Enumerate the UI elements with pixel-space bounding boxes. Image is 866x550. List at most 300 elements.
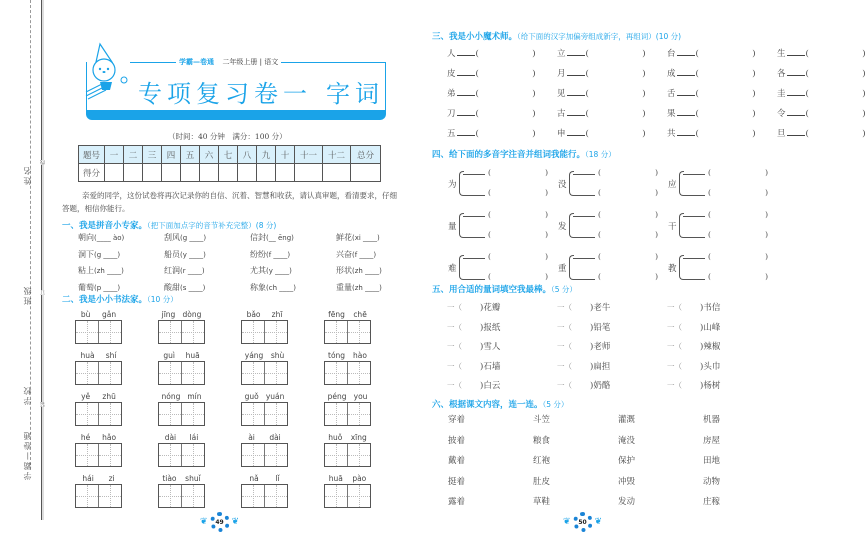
match-word[interactable]: 挺着 — [448, 476, 466, 487]
score-cell[interactable] — [143, 164, 162, 182]
pinyin-syllable: you — [353, 392, 368, 401]
new-char-blank[interactable] — [457, 55, 475, 56]
score-cell[interactable] — [181, 164, 200, 182]
polyphone-item — [668, 168, 778, 198]
measure-noun: 花瓣 — [483, 303, 501, 313]
measure-noun: 辣椒 — [703, 342, 721, 352]
tianzi-square[interactable] — [182, 403, 204, 425]
tianzi-square[interactable] — [159, 362, 182, 384]
tianzi-box[interactable] — [158, 402, 205, 426]
pinyin-blank[interactable]: (__ ēng) — [266, 234, 294, 242]
pinyin-blank[interactable]: (f ____) — [266, 250, 291, 259]
word-blank[interactable]: ( ) — [805, 49, 866, 59]
score-column-header: 八 — [238, 146, 257, 164]
word-blank-1[interactable]: ( ) — [708, 168, 768, 177]
tianzi-box[interactable] — [158, 484, 205, 508]
tianzi-square[interactable] — [242, 403, 265, 425]
tianzi-box[interactable] — [324, 484, 371, 508]
section6-note: （5 分） — [542, 400, 569, 409]
score-cell[interactable] — [351, 164, 381, 182]
word-blank-1[interactable]: ( ) — [488, 210, 548, 219]
pinyin-blank[interactable]: (g ____) — [94, 250, 121, 259]
word-blank-1[interactable]: ( ) — [488, 168, 548, 177]
base-char: 共 — [667, 129, 676, 139]
tianzi-square[interactable] — [348, 403, 370, 425]
tianzi-square[interactable] — [325, 444, 348, 466]
writing-pinyin — [241, 351, 288, 361]
word-blank-2[interactable]: ( ) — [598, 272, 658, 281]
pinyin-blank-2[interactable] — [573, 195, 595, 196]
score-column-header: 二 — [124, 146, 143, 164]
pinyin-syllable: guǒ — [244, 392, 259, 401]
writing-pinyin — [75, 310, 122, 320]
polyphone-item — [448, 252, 558, 282]
paren-close: ) — [480, 303, 484, 313]
measure-item — [667, 301, 777, 314]
writing-item — [241, 433, 311, 467]
paren-close: ) — [700, 381, 704, 391]
tianzi-box[interactable] — [158, 443, 205, 467]
paren-close: ) — [700, 342, 704, 352]
tianzi-square[interactable] — [242, 321, 265, 343]
word-blank[interactable]: ( ) — [585, 69, 646, 79]
series-label: 学霸—卷通 — [23, 430, 32, 480]
pinyin-blank[interactable]: (s ____) — [180, 283, 206, 292]
measure-noun: 报纸 — [483, 322, 501, 333]
tianzi-square[interactable] — [99, 485, 121, 507]
word-blank[interactable]: ( ) — [585, 109, 646, 119]
name-label: 姓名 — [23, 165, 32, 185]
pinyin-blank[interactable]: (y ____) — [180, 250, 206, 259]
match-word[interactable]: 草鞋 — [533, 497, 551, 507]
new-char-blank[interactable] — [457, 75, 475, 76]
tianzi-square[interactable] — [265, 485, 287, 507]
pinyin-item — [78, 265, 164, 279]
polyphone-item — [558, 210, 668, 240]
pinyin-blank-2[interactable] — [683, 237, 705, 238]
pinyin-syllable: péng — [327, 392, 347, 401]
polyphone-grid — [448, 168, 778, 282]
pinyin-blank[interactable]: (p ____) — [94, 283, 121, 292]
new-char-blank[interactable] — [567, 95, 585, 96]
pinyin-blank[interactable]: (y ____) — [266, 267, 292, 275]
pinyin-blank[interactable]: (zh ____) — [352, 283, 382, 292]
writing-pinyin — [158, 474, 205, 484]
tianzi-square[interactable] — [325, 321, 348, 343]
radical-item — [777, 127, 866, 139]
measure-prefix: 一（ — [447, 322, 462, 332]
match-word[interactable]: 穿着 — [448, 415, 466, 425]
word-blank-1[interactable]: ( ) — [708, 252, 768, 261]
word-blank[interactable]: ( ) — [695, 69, 756, 79]
match-word[interactable]: 动物 — [703, 476, 721, 487]
measure-prefix: 一（ — [667, 342, 682, 351]
new-char-blank[interactable] — [567, 55, 585, 56]
tianzi-box[interactable] — [241, 320, 288, 344]
writing-pinyin — [75, 351, 122, 361]
score-cell[interactable] — [200, 164, 219, 182]
new-char-blank[interactable] — [457, 135, 475, 136]
writing-item — [75, 310, 145, 344]
tianzi-square[interactable] — [348, 485, 370, 507]
radical-item — [777, 47, 866, 59]
match-word[interactable]: 机器 — [703, 415, 721, 425]
measure-item — [667, 321, 777, 334]
new-char-blank[interactable] — [787, 95, 805, 96]
score-cell[interactable] — [105, 164, 124, 182]
pinyin-blank-1[interactable] — [573, 258, 595, 259]
tianzi-square[interactable] — [99, 321, 121, 343]
measure-item — [447, 301, 557, 314]
new-char-blank[interactable] — [677, 95, 695, 96]
word-blank-2[interactable]: ( ) — [598, 188, 658, 197]
pinyin-syllable: lái — [189, 433, 199, 442]
pinyin-blank-2[interactable] — [683, 195, 705, 196]
new-char-blank[interactable] — [457, 115, 475, 116]
base-char: 台 — [667, 49, 676, 59]
new-char-blank[interactable] — [787, 115, 805, 116]
tianzi-square[interactable] — [182, 362, 204, 384]
word-blank[interactable]: ( ) — [695, 129, 756, 139]
tianzi-square[interactable] — [182, 485, 204, 507]
paren-close: ) — [590, 322, 594, 333]
pinyin-word: 酸甜 — [164, 282, 180, 292]
pinyin-blank-2[interactable] — [463, 195, 485, 196]
tianzi-square[interactable] — [99, 362, 121, 384]
pinyin-blank[interactable]: (xi ____) — [352, 234, 380, 242]
tianzi-square[interactable] — [348, 321, 370, 343]
tianzi-box[interactable] — [241, 443, 288, 467]
pinyin-syllable: huā — [185, 351, 200, 360]
pinyin-blank-2[interactable] — [463, 237, 485, 238]
writing-pinyin — [241, 433, 288, 443]
measure-item — [557, 360, 667, 373]
measure-item — [667, 379, 777, 392]
pinyin-blank-1[interactable] — [463, 258, 485, 259]
tianzi-box[interactable] — [241, 484, 288, 508]
pinyin-blank[interactable]: (ch ____) — [266, 283, 296, 292]
pinyin-blank[interactable]: (f ____) — [352, 250, 377, 259]
word-blank-2[interactable]: ( ) — [708, 188, 768, 197]
tianzi-square[interactable] — [76, 403, 99, 425]
tianzi-square[interactable] — [99, 403, 121, 425]
new-char-blank[interactable] — [567, 135, 585, 136]
pinyin-syllable: hào — [353, 351, 367, 360]
base-char: 见 — [557, 89, 566, 99]
radical-item — [447, 47, 557, 59]
paren-close: ) — [700, 322, 704, 333]
match-word[interactable]: 庄稼 — [703, 497, 721, 507]
word-blank-2[interactable]: ( ) — [708, 230, 768, 239]
radical-grid — [447, 47, 866, 139]
tianzi-square[interactable] — [265, 403, 287, 425]
pinyin-blank-1[interactable] — [463, 216, 485, 217]
pinyin-syllable: hǎo — [102, 433, 117, 442]
match-word[interactable]: 保护 — [618, 456, 636, 466]
polyphone-item — [558, 168, 668, 198]
tianzi-box[interactable] — [75, 402, 122, 426]
pinyin-blank-2[interactable] — [573, 237, 595, 238]
radical-item — [667, 127, 777, 139]
writing-pinyin — [324, 310, 371, 320]
tianzi-box[interactable] — [324, 402, 371, 426]
word-blank-1[interactable]: ( ) — [598, 168, 658, 177]
match-word[interactable]: 粮食 — [533, 435, 551, 446]
pinyin-item — [336, 265, 422, 279]
radical-item — [667, 67, 777, 79]
grade-subject: 二年级上册 | 语文 — [222, 58, 279, 66]
base-char: 旦 — [777, 129, 786, 139]
word-blank[interactable]: ( ) — [805, 109, 866, 119]
pinyin-word: 红润 — [164, 266, 180, 275]
pinyin-blank-2[interactable] — [683, 279, 705, 280]
section1-note: （把下面加点字的音节补充完整）(8 分) — [147, 221, 277, 230]
match-word[interactable]: 淹没 — [618, 435, 636, 446]
word-blank[interactable]: ( ) — [695, 109, 756, 119]
tianzi-square[interactable] — [182, 321, 204, 343]
tianzi-square[interactable] — [348, 362, 370, 384]
tianzi-square[interactable] — [325, 362, 348, 384]
new-char-blank[interactable] — [787, 55, 805, 56]
tianzi-box[interactable] — [241, 402, 288, 426]
pinyin-item — [250, 265, 336, 279]
new-char-blank[interactable] — [677, 75, 695, 76]
tianzi-box[interactable] — [324, 443, 371, 467]
score-column-header: 六 — [200, 146, 219, 164]
writing-pinyin — [158, 310, 205, 320]
word-blank-2[interactable]: ( ) — [488, 188, 548, 197]
tianzi-box[interactable] — [158, 361, 205, 385]
pinyin-syllable: shù — [270, 351, 285, 360]
section3-heading: 三、我是小小魔术师。 — [432, 32, 518, 42]
base-char: 月 — [557, 69, 566, 79]
pinyin-syllable: huà — [80, 351, 95, 360]
binding-line — [41, 0, 44, 520]
tianzi-square[interactable] — [159, 444, 182, 466]
score-cell[interactable] — [238, 164, 257, 182]
match-word[interactable]: 冲毁 — [618, 476, 636, 487]
measure-item — [667, 360, 777, 373]
tianzi-square[interactable] — [76, 321, 99, 343]
score-cell[interactable] — [162, 164, 181, 182]
pinyin-blank-1[interactable] — [683, 174, 705, 175]
pinyin-word: 船员 — [164, 249, 180, 259]
polyphone-char: 干 — [668, 222, 677, 232]
score-cell[interactable] — [295, 164, 323, 182]
match-word[interactable]: 田地 — [703, 456, 721, 466]
word-blank[interactable]: ( ) — [585, 89, 646, 99]
new-char-blank[interactable] — [457, 95, 475, 96]
score-cell[interactable] — [323, 164, 351, 182]
section1-heading: 一、我是拼音小专家。 — [62, 221, 148, 231]
pinyin-blank-1[interactable] — [573, 174, 595, 175]
pinyin-syllable: shuǐ — [185, 474, 201, 483]
pinyin-syllable: xīng — [350, 433, 367, 442]
tianzi-box[interactable] — [158, 320, 205, 344]
match-word[interactable]: 露着 — [448, 497, 466, 507]
tianzi-box[interactable] — [75, 443, 122, 467]
measure-item — [557, 301, 667, 314]
pinyin-syllable: lǐ — [275, 474, 280, 483]
new-char-blank[interactable] — [677, 135, 695, 136]
tianzi-square[interactable] — [159, 485, 182, 507]
pinyin-blank-1[interactable] — [573, 216, 595, 217]
tianzi-square[interactable] — [242, 362, 265, 384]
new-char-blank[interactable] — [677, 55, 695, 56]
tianzi-box[interactable] — [75, 320, 122, 344]
word-blank-2[interactable]: ( ) — [488, 230, 548, 239]
writing-pinyin — [241, 392, 288, 402]
word-blank[interactable]: ( ) — [805, 129, 866, 139]
tianzi-square[interactable] — [242, 485, 265, 507]
new-char-blank[interactable] — [787, 75, 805, 76]
score-column-header: 一 — [105, 146, 124, 164]
word-blank[interactable]: ( ) — [475, 69, 536, 79]
pinyin-blank-1[interactable] — [683, 258, 705, 259]
word-blank[interactable]: ( ) — [585, 129, 646, 139]
score-cell[interactable] — [124, 164, 143, 182]
score-cell[interactable] — [276, 164, 295, 182]
writing-item — [324, 351, 394, 385]
score-head-label: 题号 — [79, 146, 105, 164]
match-word[interactable]: 斗笠 — [533, 415, 551, 425]
word-blank[interactable]: ( ) — [805, 69, 866, 79]
new-char-blank[interactable] — [567, 75, 585, 76]
tianzi-square[interactable] — [325, 403, 348, 425]
word-blank[interactable]: ( ) — [475, 129, 536, 139]
pinyin-syllable: nǎ — [249, 474, 259, 483]
word-blank[interactable]: ( ) — [805, 89, 866, 99]
word-blank[interactable]: ( ) — [695, 89, 756, 99]
tianzi-square[interactable] — [76, 444, 99, 466]
pinyin-word: 纷纷 — [250, 249, 266, 259]
pinyin-word: 重量 — [336, 282, 352, 292]
tianzi-box[interactable] — [324, 320, 371, 344]
tianzi-square[interactable] — [76, 485, 99, 507]
base-char: 皮 — [447, 69, 456, 79]
word-blank-1[interactable]: ( ) — [598, 252, 658, 261]
section1-title — [62, 219, 276, 231]
pinyin-syllable: dài — [164, 433, 177, 442]
tianzi-square[interactable] — [242, 444, 265, 466]
base-char: 圭 — [777, 89, 786, 99]
tianzi-box[interactable] — [241, 361, 288, 385]
pinyin-syllable: nóng — [161, 392, 181, 401]
word-blank[interactable]: ( ) — [695, 49, 756, 59]
pinyin-syllable: zhū — [102, 392, 116, 401]
match-word[interactable]: 戴着 — [448, 456, 466, 466]
tianzi-square[interactable] — [159, 403, 182, 425]
measure-item — [557, 340, 667, 353]
tianzi-square[interactable] — [265, 321, 287, 343]
pinyin-blank-1[interactable] — [463, 174, 485, 175]
radical-item — [667, 47, 777, 59]
pinyin-blank[interactable]: (zh ____) — [94, 267, 124, 275]
tianzi-square[interactable] — [99, 444, 121, 466]
match-word[interactable]: 房屋 — [703, 435, 721, 446]
pinyin-word: 粘上 — [78, 266, 94, 275]
pinyin-syllable: mín — [187, 392, 202, 401]
title-sub: 字词 — [326, 80, 384, 108]
score-cell[interactable] — [219, 164, 238, 182]
radical-item — [777, 87, 866, 99]
measure-prefix: 一（ — [667, 381, 682, 390]
measure-noun: 头巾 — [703, 361, 721, 372]
measure-noun: 铅笔 — [593, 322, 611, 333]
tianzi-square[interactable] — [265, 362, 287, 384]
tianzi-box[interactable] — [75, 484, 122, 508]
word-blank[interactable]: ( ) — [475, 109, 536, 119]
tianzi-square[interactable] — [265, 444, 287, 466]
polyphone-char: 教 — [668, 264, 677, 274]
pinyin-blank[interactable]: (____ ào) — [94, 234, 125, 242]
word-blank-2[interactable]: ( ) — [708, 272, 768, 281]
word-blank-2[interactable]: ( ) — [598, 230, 658, 239]
word-blank[interactable]: ( ) — [585, 49, 646, 59]
score-column-header: 十二 — [323, 146, 351, 164]
pinyin-grid — [78, 232, 422, 295]
brand-name: 学霸—卷通 — [179, 58, 214, 66]
pinyin-word: 称象 — [250, 282, 266, 292]
pinyin-syllable: ài — [248, 433, 255, 442]
matching-grid — [448, 413, 773, 507]
word-blank-2[interactable]: ( ) — [488, 272, 548, 281]
word-blank-1[interactable]: ( ) — [708, 210, 768, 219]
writing-item — [324, 392, 394, 426]
polyphone-char: 发 — [558, 222, 567, 232]
pinyin-blank-1[interactable] — [683, 216, 705, 217]
tianzi-square[interactable] — [325, 485, 348, 507]
base-char: 立 — [557, 49, 566, 59]
match-word[interactable]: 披着 — [448, 435, 466, 446]
pinyin-blank-2[interactable] — [463, 279, 485, 280]
writing-item — [158, 433, 228, 467]
tianzi-square[interactable] — [182, 444, 204, 466]
pinyin-blank[interactable]: (zh ____) — [352, 267, 382, 275]
base-char: 古 — [557, 109, 566, 119]
match-word[interactable]: 发动 — [618, 497, 636, 507]
pinyin-blank-2[interactable] — [573, 279, 595, 280]
word-blank-1[interactable]: ( ) — [488, 252, 548, 261]
match-word[interactable]: 肚皮 — [533, 476, 551, 487]
score-column-header: 十 — [276, 146, 295, 164]
new-char-blank[interactable] — [787, 135, 805, 136]
pinyin-syllable: chē — [353, 310, 367, 319]
match-word[interactable]: 红袍 — [533, 456, 551, 466]
score-cell[interactable] — [257, 164, 276, 182]
word-blank-1[interactable]: ( ) — [598, 210, 658, 219]
tianzi-square[interactable] — [76, 362, 99, 384]
pinyin-blank[interactable]: (r ____) — [180, 267, 205, 275]
radical-item — [447, 87, 557, 99]
match-word[interactable]: 灌溉 — [618, 415, 636, 425]
tianzi-square[interactable] — [348, 444, 370, 466]
pinyin-item — [78, 249, 164, 263]
section4-note: （18 分） — [585, 150, 616, 159]
tianzi-box[interactable] — [75, 361, 122, 385]
pinyin-blank[interactable]: (g ____) — [180, 234, 207, 242]
tianzi-square[interactable] — [159, 321, 182, 343]
polyphone-char: 量 — [448, 222, 457, 232]
word-blank[interactable]: ( ) — [475, 49, 536, 59]
word-blank[interactable]: ( ) — [475, 89, 536, 99]
new-char-blank[interactable] — [567, 115, 585, 116]
writing-pinyin — [241, 474, 288, 484]
pinyin-item — [164, 265, 250, 279]
tianzi-box[interactable] — [324, 361, 371, 385]
polyphone-item — [558, 252, 668, 282]
new-char-blank[interactable] — [677, 115, 695, 116]
